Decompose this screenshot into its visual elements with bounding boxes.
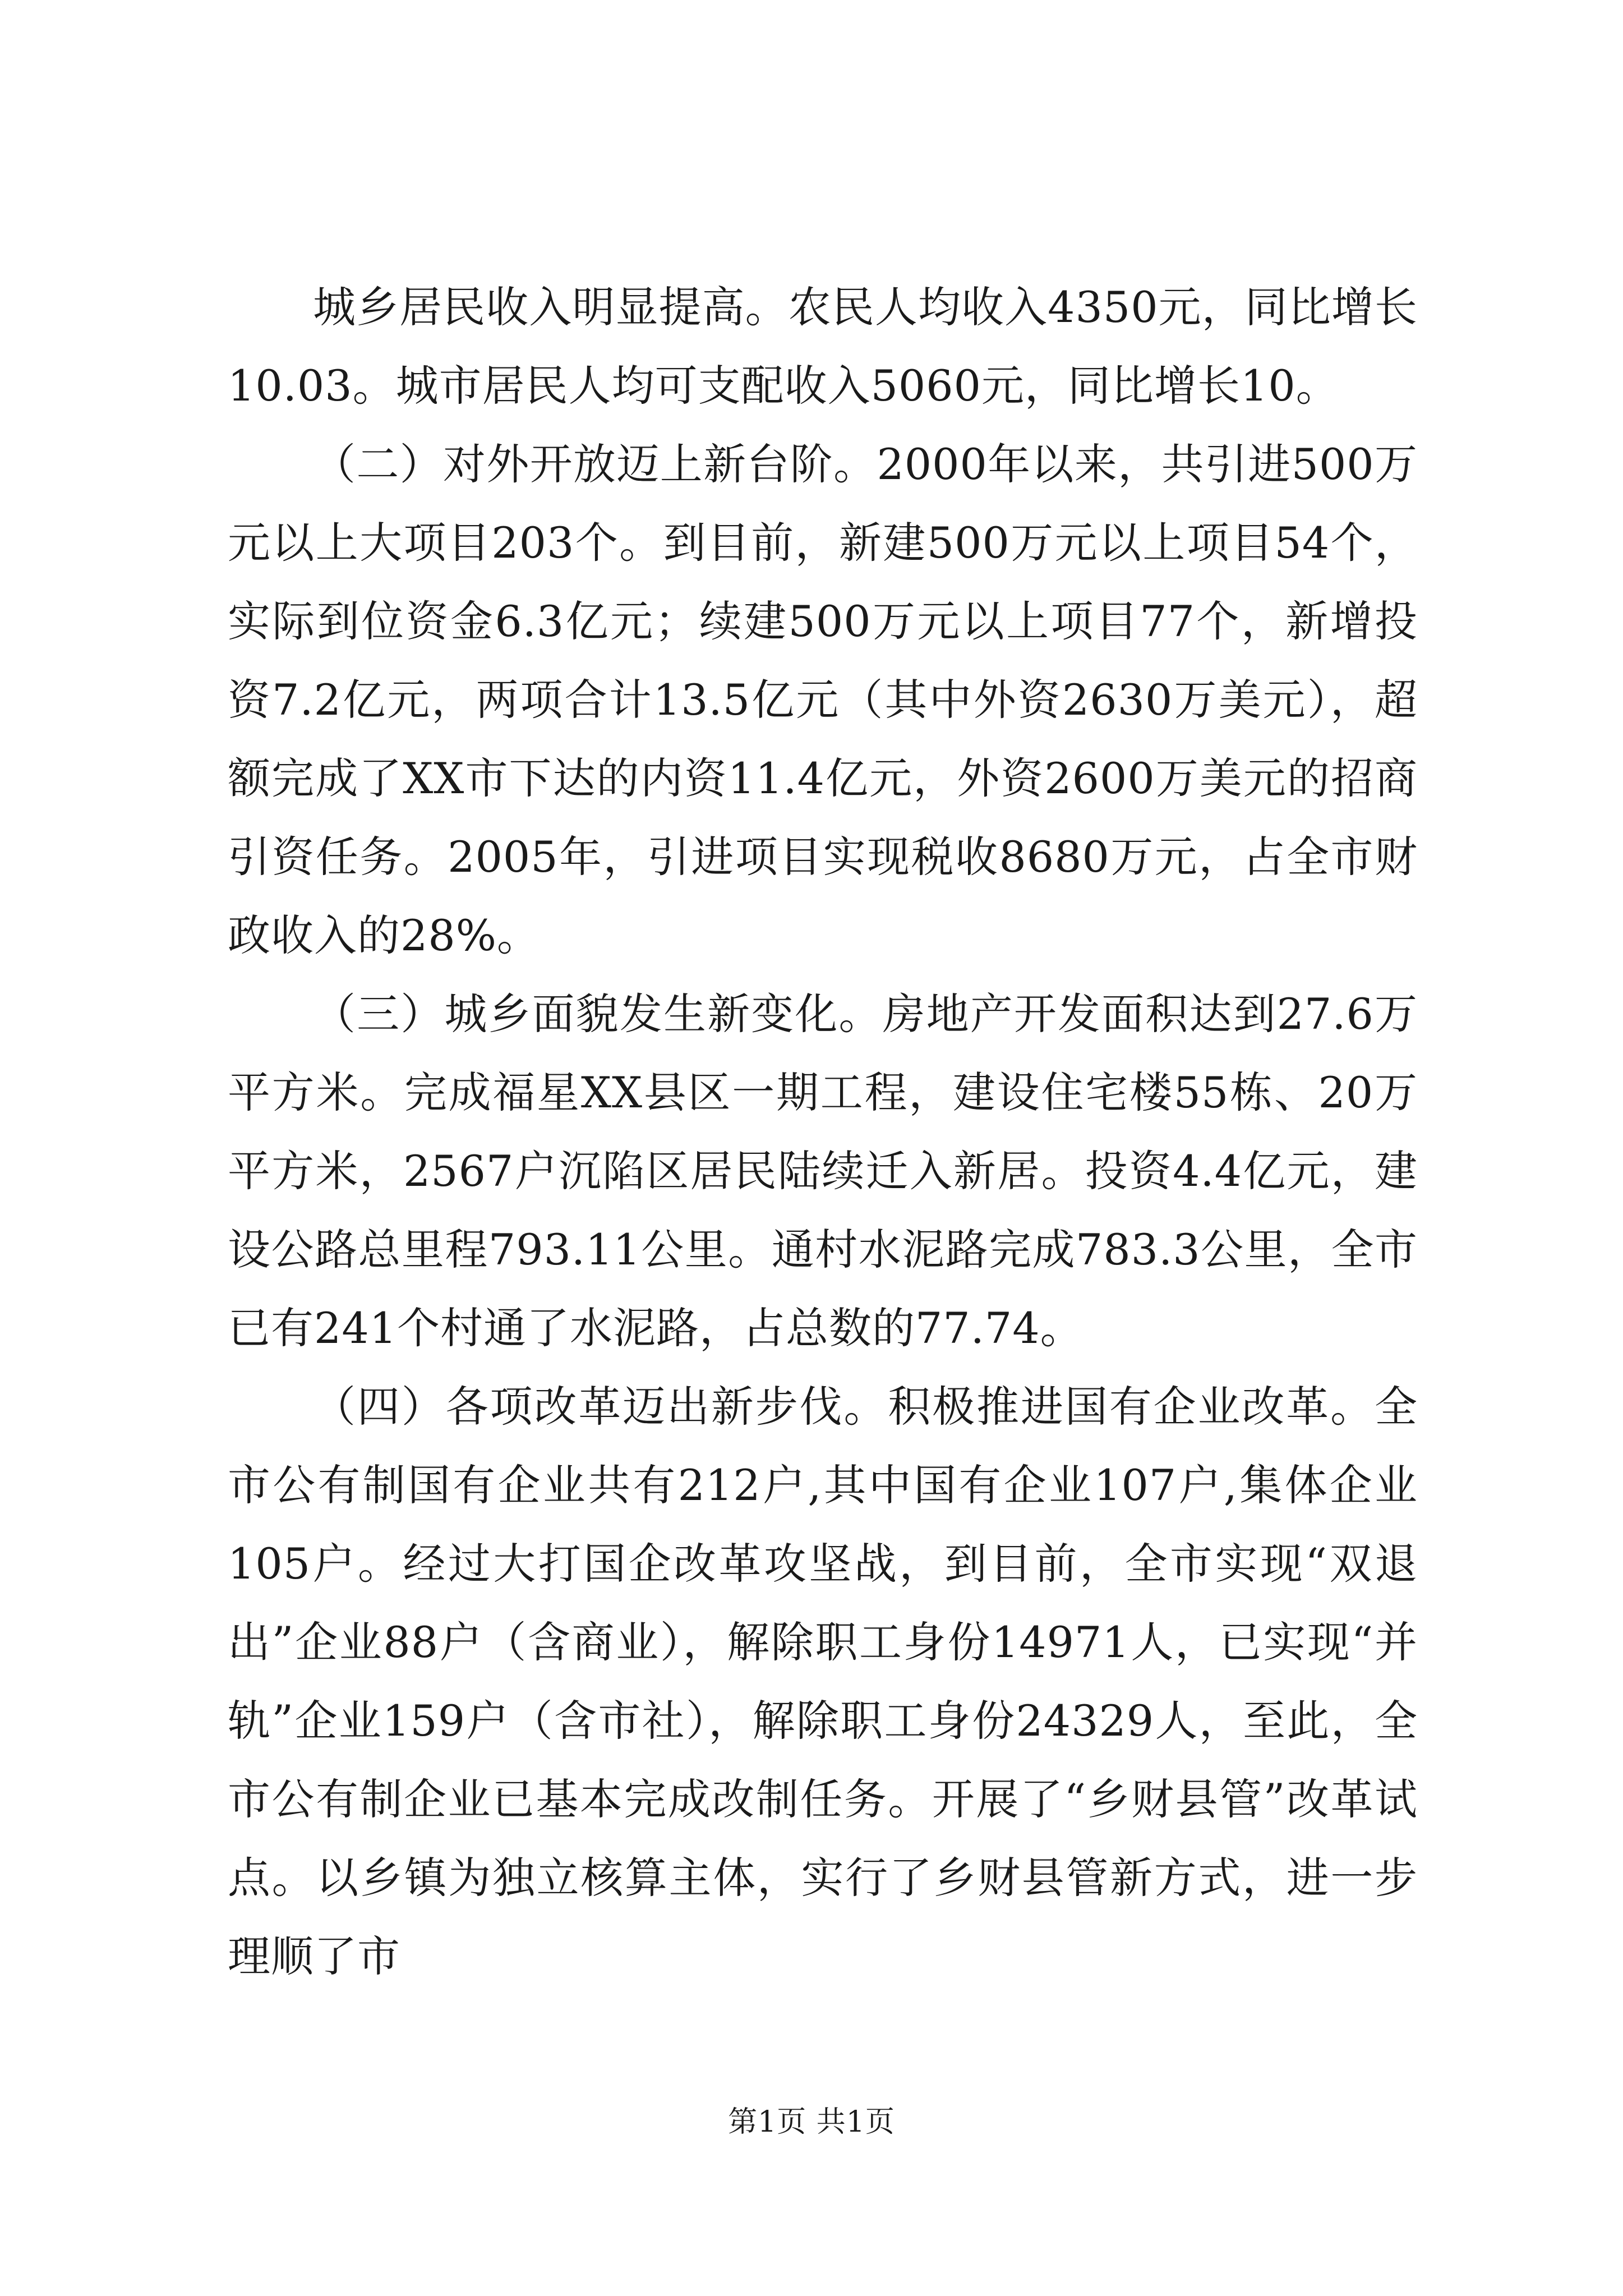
paragraph-opening-up: （二）对外开放迈上新台阶。2000年以来，共引进500万元以上大项目203个。到目前，新建500万元以上项目54个，实际到位资金6.3亿元；续建500万元以上项目77个，新增投资7.2亿元，两项合计13.5亿元（其中外资2630万美元），超额完成了XX市下达的内资11.4亿元，外资2600万美元的招商引资任务。2005年，引进项目实现税收8680万元，占全市财政收入的28%。 bbox=[228, 439, 1418, 960]
paragraph-reform: （四）各项改革迈出新步伐。积极推进国有企业改革。全市公有制国有企业共有212户,其中国有企业107户,集体企业105户。经过大打国企改革攻坚战，到目前，全市实现“双退出”企业88户（含商业），解除职工身份14971人，已实现“并轨”企业159户（含市社），解除职工身份24329人，至此，全市公有制企业已基本完成改制任务。开展了“乡财县管”改革试点。以乡镇为独立核算主体，实行了乡财县管新方式，进一步理顺了市 bbox=[228, 1382, 1418, 1981]
document-body bbox=[228, 268, 1418, 1996]
page-footer: 第1页 共1页 bbox=[728, 2105, 895, 2139]
paragraph-urban-rural: （三）城乡面貌发生新变化。房地产开发面积达到27.6万平方米。完成福星XX县区一期工程，建设住宅楼55栋、20万平方米，2567户沉陷区居民陆续迁入新居。投资4.4亿元，建设公路总里程793.11公里。通村水泥路完成783.3公里，全市已有241个村通了水泥路，占总数的77.74。 bbox=[228, 989, 1418, 1353]
paragraph-income: 城乡居民收入明显提高。农民人均收入4350元，同比增长10.03。城市居民人均可支配收入5060元，同比增长10。 bbox=[228, 282, 1418, 411]
